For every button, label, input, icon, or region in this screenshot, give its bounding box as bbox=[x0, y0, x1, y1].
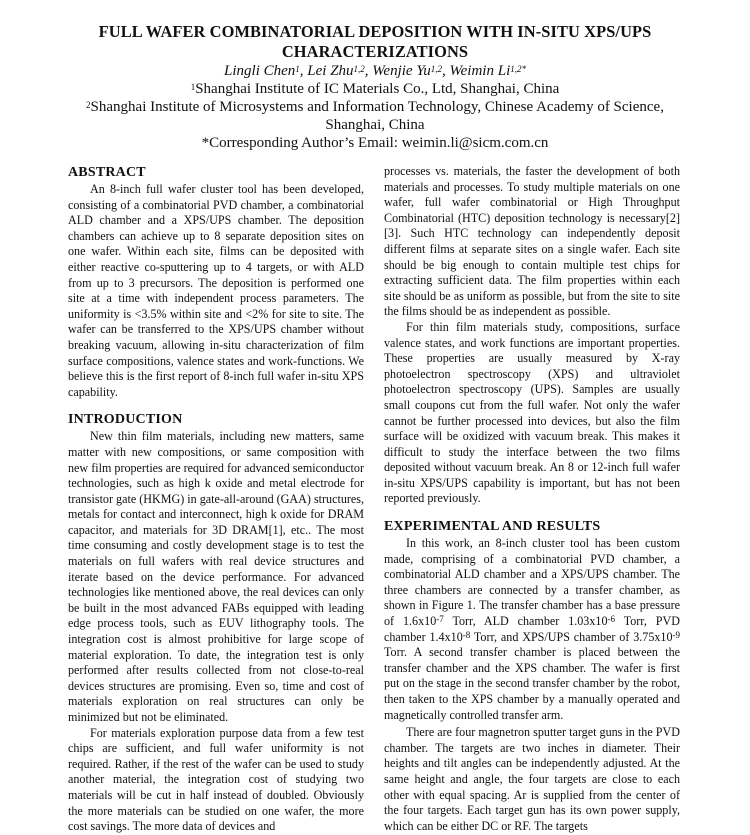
abstract-heading: ABSTRACT bbox=[68, 165, 146, 180]
introduction-paragraph: For materials exploration purpose data from a few test chips are sufficient, and full wafer uniformity is not required. Rather, if the rest of the wafer can be used to study another material, the integration cost of studying two materials will be cut in half instead of doubled. Obviously the more materials can be studied on one wafer, the more cost savings. The more data of devices and bbox=[68, 725, 364, 834]
affiliation-mark: 1 bbox=[190, 82, 196, 92]
author-name: Lei Zhu bbox=[307, 63, 354, 79]
introduction-paragraph-continued: processes vs. materials, the faster the development of both materials and processes. To study multiple materials on one wafer, full wafer combinatorial or High Throughput Combinatorial (HTC) deposition technology is necessary[2][3]. Such HTC technology can independently deposit different films at separate sites on a single wafer. Each site should be big enough to contain multiple test chips for extracting sufficient data. The film properties within each site should be as uniform as possible, but from the site to site the films should be as independent as possible. bbox=[384, 164, 680, 319]
paper-title bbox=[40, 22, 710, 62]
author-affiliation-mark: 1 bbox=[295, 64, 300, 74]
experimental-paragraph: There are four magnetron sputter target guns in the PVD chamber. The targets are two inches in diameter. Their heights and tilt angles can be independently adjusted. At the same height and angle, the four targets are close to each other with equal spacing. Ar is supplied from the center of the four targets. Each target gun has its own power supply, which can be either DC or RF. The targets bbox=[384, 725, 680, 833]
abstract-paragraph: An 8-inch full wafer cluster tool has been developed, consisting of a combinatorial PVD chamber, a combinatorial ALD chamber and a XPS/UPS chamber. The deposition chambers can achieve up to 8 separate deposition sites on one wafer. Within each site, films can be deposited with either reactive co-sputtering up to 4 targets, or with ALD from up to 3 precursors. The deposition is performed one site at a time with independent process parameters. The uniformity is <3.5% within site and <2% for site to site. The wafer can be transferred to the XPS/UPS chamber without breaking vacuum, allowing in-situ characterization of film surface compositions, valence states and work-functions. We believe this is the first report of 8-inch full wafer in-situ XPS capability. bbox=[68, 182, 364, 399]
author-affiliation-mark: 1,2* bbox=[510, 64, 526, 74]
author-name: Lingli Chen bbox=[224, 63, 296, 79]
introduction-paragraph: For thin film materials study, compositions, surface valence states, and work functions are important properties. These properties are usually measured by X-ray photoelectron spectroscopy (XPS) and ultraviolet photoelectron spectroscopy (UPS). Samples are usually small coupons cut from the full wafer. Not only the wafer cannot be further processed into devices, but also the film surface will be oxidized with vacuum break. This makes it difficult to study the interface between the two films deposited without vacuum break. An 8 or 12-inch full wafer in-situ XPS/UPS capability is important, but has not been reported previously. bbox=[384, 319, 680, 506]
affiliation-2 bbox=[0, 98, 750, 117]
affiliation-mark: 2 bbox=[86, 100, 91, 110]
introduction-heading: INTRODUCTION bbox=[68, 412, 183, 428]
introduction-paragraph: New thin film materials, including new matters, same matter with new compositions, or same composition with new film properties are required for advanced semiconductor technologies, such as high k oxide and metal electrode for transistor gate (HKMG) in gate-all-around (GAA) structures, metals for contact and interconnect, high k oxide for DRAM capacitor, and materials for 3D DRAM[1], etc.. The most time consuming and costly development stage is to test the materials on full wafers with real device structures and iterate based on the device performance. For advanced technologies like mentioned above, the real devices can only be built in the most advanced FABs equipped with leading edge process tools, such as EUV lithography tools. The integration cost is almost prohibitive for large scope of material exploration. To date, the integration test is only performed after results collected from not close-to-real devices structures are promising. Even so, time and cost of materials exploration on real structures can only be minimized but not be eliminated. bbox=[68, 429, 364, 724]
affiliation-text: Shanghai Institute of Microsystems and Information Technology, Chinese Academy of Science, bbox=[90, 99, 664, 115]
corresponding-email: *Corresponding Author’s Email: weimin.li@sicm.com.cn bbox=[201, 135, 549, 151]
title-line-2: CHARACTERIZATIONS bbox=[281, 42, 469, 61]
title-line-1: FULL WAFER COMBINATORIAL DEPOSITION WITH IN-SITU XPS/UPS bbox=[98, 22, 652, 41]
left-column bbox=[68, 164, 364, 835]
author-name: Wenjie Yu bbox=[372, 63, 431, 79]
author-affiliation-mark: 1,2 bbox=[430, 64, 443, 74]
author-name: Weimin Li bbox=[449, 63, 511, 79]
affiliation-text: Shanghai Institute of IC Materials Co., Ltd, Shanghai, China bbox=[195, 81, 560, 97]
author-list: Lingli Chen$^1$, Lei Zhu$^{1,2}$, Wenjie Yu$^{1,2}$, Weimin $Li^{1,2*}$ bbox=[224, 63, 526, 79]
experimental-paragraph: In this work, an 8-inch cluster tool has been custom made, comprising of a combinatorial PVD chamber, a combinatorial ALD chamber and a XPS/UPS chamber. The three chambers are connected by a transfer chamber, as shown in Figure 1. The transfer chamber has a base pressure of $1.6x10^{-7}$ Torr, ALD chamber $1.03x10^{-6}$ Torr, PVD chamber $1.4x10^{-8}$ Torr, and XPS/UPS chamber of $3.75x10^{-9}$ Torr. A second transfer chamber is placed between the transfer chamber and the XPS chamber. The wafer is first put on the stage in the second transfer chamber by the robot, then taken to the XPS chamber by a manually operated and magnetically controlled transfer arm. bbox=[384, 536, 680, 722]
experimental-heading: EXPERIMENTAL AND RESULTS bbox=[384, 519, 601, 535]
affiliation-2-continued: Shanghai, China bbox=[325, 117, 425, 133]
affiliation-1 bbox=[0, 80, 750, 99]
author-affiliation-mark: 1,2 bbox=[353, 64, 365, 74]
right-column bbox=[384, 164, 680, 834]
